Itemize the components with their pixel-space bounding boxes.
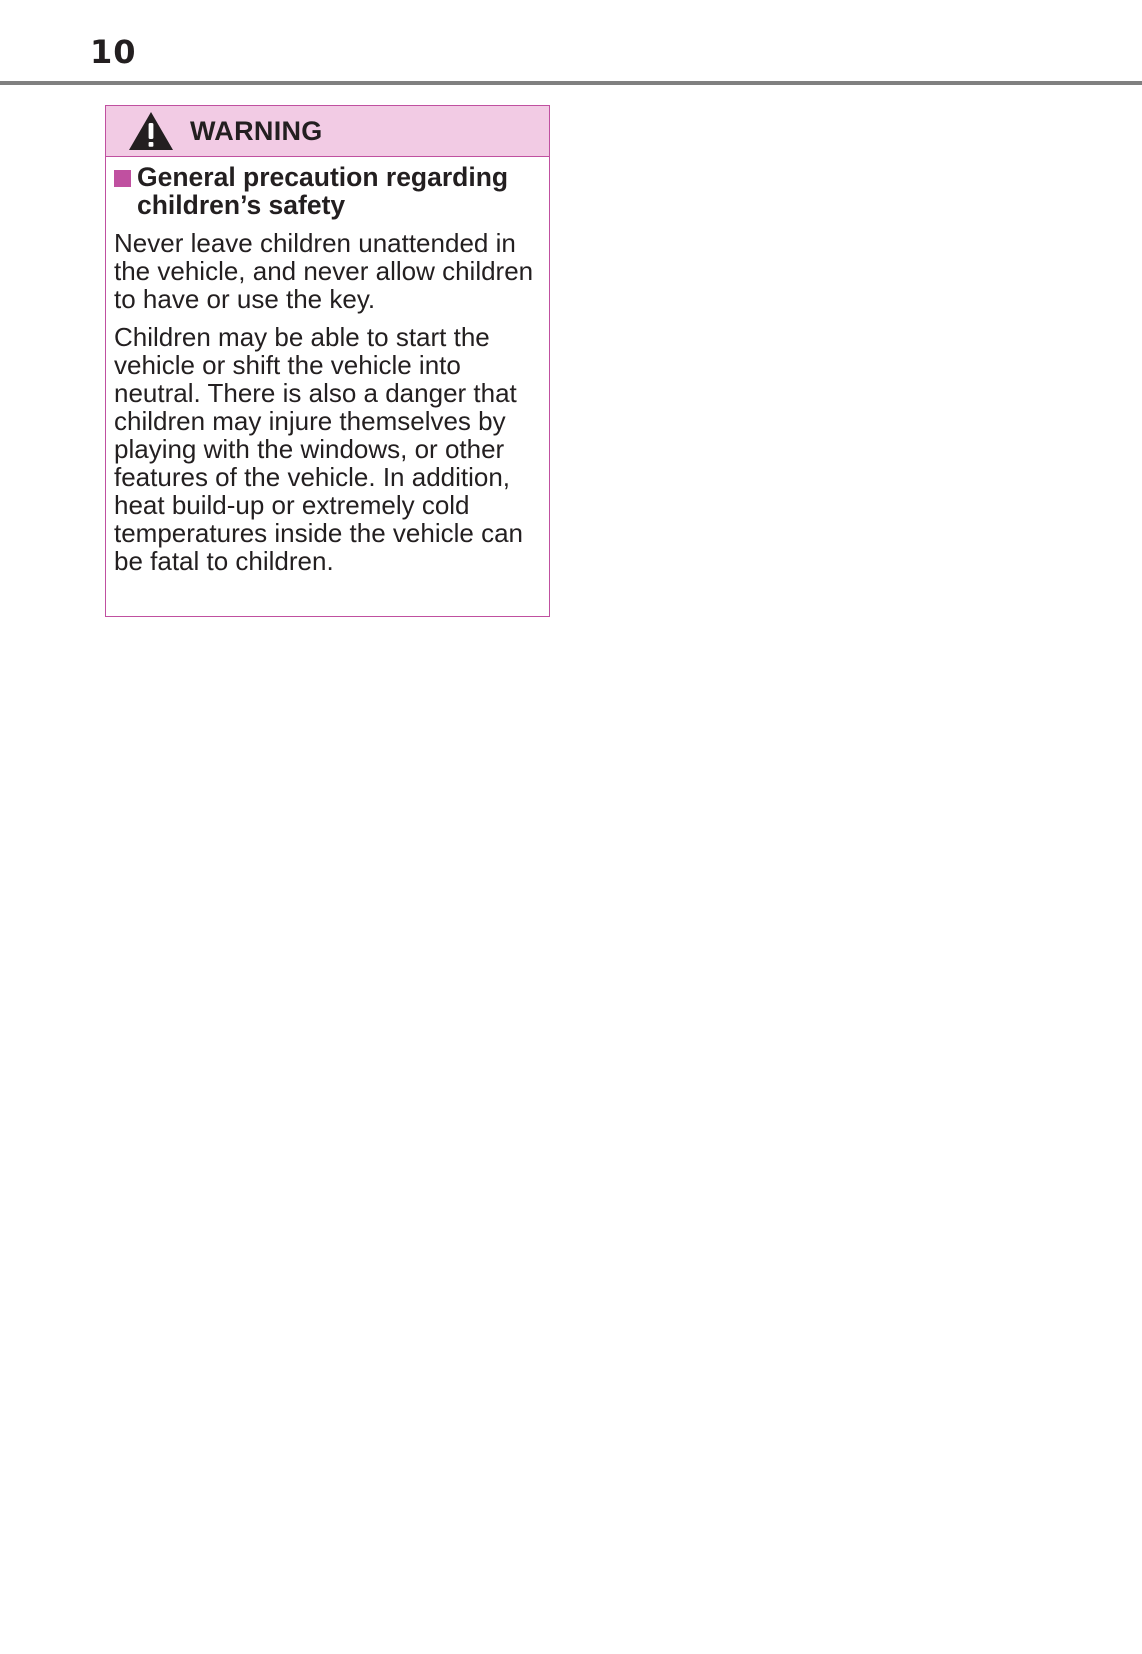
warning-header: [106, 106, 549, 157]
section-heading-line-2: children’s safety: [137, 190, 346, 220]
warning-paragraph-2: Children may be able to start the vehicle or shift the vehicle into neutral. There is also a danger that children may injure themselves by playing with the windows, or other features of the vehicle. In addition, heat build-up or extremely cold temperatures inside the vehicle can be fatal to children.: [114, 322, 524, 576]
section-heading: [114, 163, 549, 219]
warning-box: [105, 105, 550, 617]
warning-paragraph-1: Never leave children unattended in the vehicle, and never allow children to have or use the key.: [114, 228, 534, 314]
section-heading-line-1: General precaution regarding: [137, 162, 509, 192]
section-marker: [114, 170, 131, 187]
header-rule: [0, 81, 1142, 85]
page-number: 10: [90, 33, 137, 71]
warning-title: WARNING: [190, 115, 323, 146]
warning-triangle-icon: [128, 111, 174, 151]
